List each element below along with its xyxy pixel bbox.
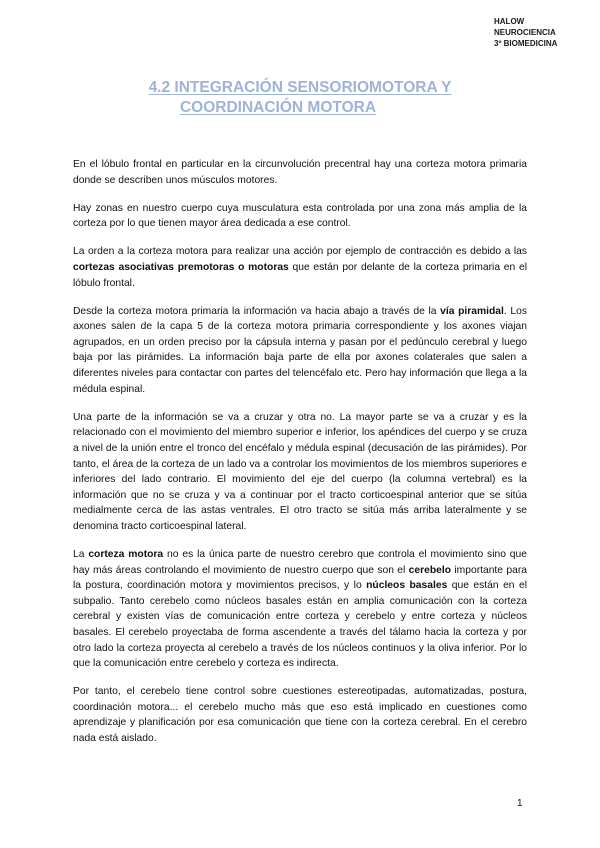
paragraph-6-bold-corteza: corteza motora [88, 548, 164, 560]
paragraph-4-bold-term: vía piramidal [440, 305, 504, 317]
paragraph-6 [73, 547, 527, 672]
paragraph-6-text-c: no es la única parte de nuestro cerebro que controla el movimiento sino que hay más áreas controlando el movimiento de nuestro cuerpo que son el [73, 548, 527, 576]
section-title-line-2: COORDINACIÓN MOTORA [179, 99, 377, 116]
paragraph-7: Por tanto, el cerebelo tiene control sobre cuestiones estereotipadas, automatizadas, postura, coordinación motora... el cerebelo mucho más que eso está implicado en cuestiones como aprendizaje y planificación por esa comunicación que tiene con la corteza cerebral. En el cerebro nada está aislado. [73, 686, 527, 744]
header-course: 3º BIOMEDICINA [494, 39, 558, 48]
paragraph-5: Una parte de la información se va a cruzar y otra no. La mayor parte se va a cruzar y es la relacionado con el movimiento del miembro superior e inferior, los apéndices del cuerpo y se cruza a nivel de la unión entre el tronco del encéfalo y médula espinal (decusación de las pirámides). Por tanto, el área de la corteza de un lado va a controlar los movimientos de los miembros superiores e inferiores del lado contrario. El movimiento del eje del cuerpo (la columna vertebral) es la información que no se cruza y va a continuar por el tracto corticoespinal anterior que se sitúa medialmente cerca de las astas ventrales. El otro tracto se sitúa más arriba lateralmente y se denomina tracto corticoespinal lateral. [73, 411, 527, 532]
document-body [73, 157, 527, 759]
paragraph-3 [73, 244, 527, 291]
header-author: HALOW [494, 17, 525, 26]
paragraph-6-text-g: que están en el subpalio. Tanto cerebelo como núcleos basales están en amplia comunicación con la corteza cerebral y existen vías de comunicación entre corteza y cerebelo y entre corteza y núcleos basales. El cerebelo proyectaba de forma ascendente a través del tálamo hacia la corteza y por otro lado la corteza proyecta al cerebelo a través de los núcleos continuos y la oliva inferior. Por lo que la comunicación entre cerebelo y corteza es indirecta. [73, 580, 528, 670]
paragraph-4 [73, 304, 527, 398]
document-header [494, 16, 557, 49]
paragraph-6-bold-nucleos: núcleos basales [366, 580, 448, 592]
section-title-line-1: 4.2 INTEGRACIÓN SENSORIOMOTORA Y [148, 79, 452, 96]
paragraph-1: En el lóbulo frontal en particular en la circunvolución precentral hay una corteza motora primaria donde se describen unos músculos motores. [73, 159, 527, 186]
paragraph-6-text-e: importante para la postura, coordinación motora y movimientos precisos, y lo [73, 564, 527, 592]
page-number: 1 [517, 798, 523, 809]
section-title [60, 78, 540, 118]
paragraph-3-bold-term: cortezas asociativas premotoras o motoras [73, 261, 289, 273]
paragraph-3-text-a: La orden a la corteza motora para realizar una acción por ejemplo de contracción es debido a las [73, 246, 527, 258]
paragraph-4-text-c: . Los axones salen de la capa 5 de la corteza motora primaria correspondiente y los axones viajan agrupados, en un orden preciso por la cápsula interna y pasan por el pedúnculo cerebral y luego baja por las pirámides. La información baja parte de ella por axones colaterales que salen a diferentes niveles para contactar con partes del telencéfalo etc. Pero hay información que llega a la médula espinal. [73, 305, 527, 395]
header-subject: NEUROCIENCIA [494, 28, 556, 37]
paragraph-2: Hay zonas en nuestro cuerpo cuya musculatura esta controlada por una zona más amplia de la corteza por lo que tienen mayor área dedicada a ese control. [73, 202, 527, 230]
paragraph-6-text-a: La [73, 548, 89, 560]
paragraph-6-bold-cerebelo: cerebelo [408, 564, 452, 576]
paragraph-3-text-c: que están por delante de la corteza primaria en el lóbulo frontal. [73, 261, 527, 289]
paragraph-4-text-a: Desde la corteza motora primaria la información va hacia abajo a través de la [73, 305, 441, 317]
